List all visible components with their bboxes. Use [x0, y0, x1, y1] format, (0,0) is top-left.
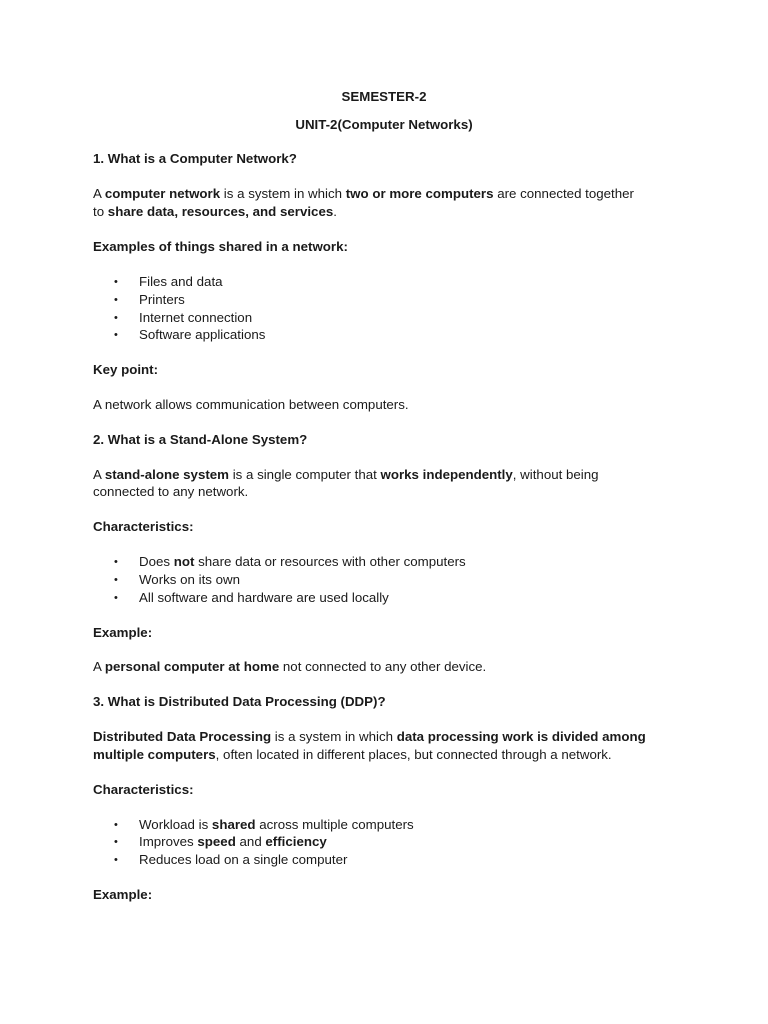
q1-examples-heading: Examples of things shared in a network: — [93, 239, 348, 254]
bullet-icon: • — [114, 592, 118, 604]
bold-text-run: efficiency — [265, 834, 327, 849]
q3-definition-line2 — [93, 746, 612, 764]
list-item-text: Printers — [139, 292, 185, 307]
bullet-icon: • — [114, 836, 118, 848]
bullet-icon: • — [114, 819, 118, 831]
text-run: , often located in different places, but connected through a network. — [215, 747, 612, 762]
bullet-icon: • — [114, 854, 118, 866]
q3-title: 3. What is Distributed Data Processing (DDP)? — [93, 694, 386, 709]
list-item-text: Internet connection — [139, 310, 253, 325]
q1-key-point-heading: Key point: — [93, 362, 159, 377]
bold-text-run: personal computer at home — [104, 659, 280, 674]
list-item-text — [139, 816, 414, 834]
text-run: A — [93, 186, 105, 201]
text-run: share data or resources with other computers — [194, 554, 466, 569]
text-run: Improves — [139, 834, 198, 849]
q3-characteristics-heading: Characteristics: — [93, 782, 194, 797]
text-run: , without being — [512, 467, 599, 482]
q3-example-heading: Example: — [93, 887, 153, 902]
bold-text-run: Distributed Data Processing — [93, 729, 272, 744]
bold-text-run: share data, resources, and services — [107, 204, 334, 219]
bold-text-run: not — [173, 554, 195, 569]
text-run: A — [93, 659, 105, 674]
list-item-text — [139, 851, 347, 869]
q2-example-text — [93, 658, 486, 676]
list-item-text — [139, 553, 466, 571]
text-run: Does — [139, 554, 174, 569]
bullet-icon: • — [114, 312, 118, 324]
text-run: is a system in which — [271, 729, 397, 744]
semester-heading: SEMESTER-2 — [341, 89, 427, 104]
q2-title: 2. What is a Stand-Alone System? — [93, 432, 308, 447]
list-item-text — [139, 571, 240, 589]
bullet-icon: • — [114, 276, 118, 288]
bold-text-run: shared — [211, 817, 256, 832]
q1-key-point-text: A network allows communication between computers. — [93, 397, 409, 412]
text-run: across multiple computers — [255, 817, 414, 832]
text-run: is a system in which — [220, 186, 346, 201]
q2-characteristics-heading: Characteristics: — [93, 519, 194, 534]
text-run: is a single computer that — [229, 467, 381, 482]
text-run: A — [93, 467, 105, 482]
q1-title: 1. What is a Computer Network? — [93, 151, 297, 166]
bold-text-run: multiple computers — [93, 747, 216, 762]
text-run: and — [235, 834, 266, 849]
bold-text-run: computer network — [104, 186, 221, 201]
text-run: Reduces load on a single computer — [139, 852, 348, 867]
text-run: to — [93, 204, 108, 219]
text-run: Works on its own — [139, 572, 240, 587]
bullet-icon: • — [114, 556, 118, 568]
bold-text-run: stand-alone system — [104, 467, 229, 482]
q2-definition-line1 — [93, 466, 599, 484]
bullet-icon: • — [114, 329, 118, 341]
text-run: not connected to any other device. — [279, 659, 487, 674]
text-run: Workload is — [139, 817, 212, 832]
q2-example-heading: Example: — [93, 625, 153, 640]
q1-definition-line1 — [93, 185, 634, 203]
bold-text-run: speed — [197, 834, 236, 849]
list-item-text — [139, 589, 389, 607]
bold-text-run: two or more computers — [345, 186, 494, 201]
q2-definition-line2: connected to any network. — [93, 484, 249, 499]
list-item-text — [139, 833, 327, 851]
text-run: are connected together — [493, 186, 634, 201]
list-item-text: Software applications — [139, 327, 266, 342]
list-item-text: Files and data — [139, 274, 223, 289]
text-run: All software and hardware are used locally — [139, 590, 389, 605]
unit-heading: UNIT-2(Computer Networks) — [295, 117, 473, 132]
bold-text-run: works independently — [380, 467, 513, 482]
q1-definition-line2 — [93, 203, 337, 221]
q3-definition-line1 — [93, 728, 646, 746]
bullet-icon: • — [114, 574, 118, 586]
bullet-icon: • — [114, 294, 118, 306]
bold-text-run: data processing work is divided among — [396, 729, 646, 744]
text-run: . — [333, 204, 337, 219]
